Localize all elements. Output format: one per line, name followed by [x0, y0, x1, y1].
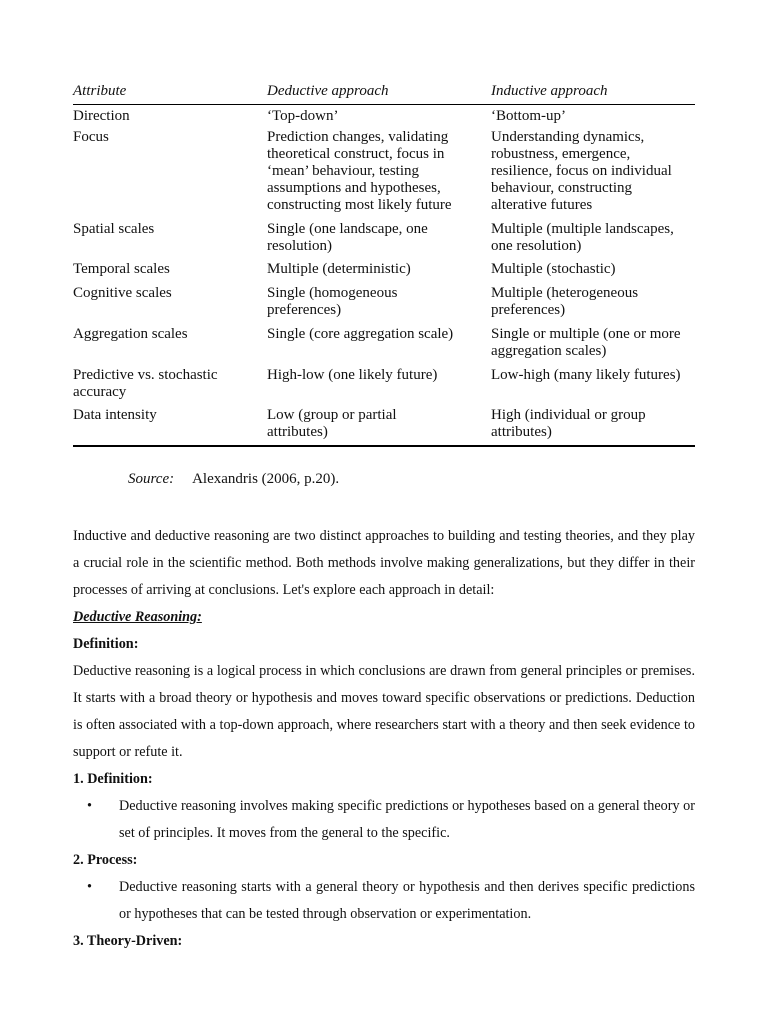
row-inductive: Multiple (heterogeneous preferences) — [491, 285, 639, 318]
row-attribute: Cognitive scales — [73, 285, 172, 301]
row-deductive: Multiple (deterministic) — [267, 261, 411, 277]
row-deductive: Prediction changes, validating theoretical construct, focus in ‘mean’ behaviour, testing assumptions and hypotheses, constructing most likely future — [267, 129, 452, 213]
row-deductive: Single (homogeneous preferences) — [267, 285, 398, 318]
row-inductive: ‘Bottom-up’ — [491, 108, 566, 124]
list-item — [73, 793, 695, 847]
row-attribute: Predictive vs. stochastic accuracy — [73, 367, 218, 400]
row-inductive: Multiple (stochastic) — [491, 261, 616, 277]
row-inductive: Multiple (multiple landscapes, one resolution) — [491, 221, 674, 254]
table-row — [73, 326, 695, 367]
table-source — [128, 470, 339, 488]
item-heading-process: 2. Process: — [73, 852, 138, 868]
table-row — [73, 367, 695, 407]
row-deductive: Single (one landscape, one resolution) — [267, 221, 428, 254]
row-attribute: Spatial scales — [73, 221, 155, 237]
row-inductive: Low-high (many likely futures) — [491, 367, 681, 383]
bullet-glyph: • — [87, 798, 92, 814]
bullet-text: Deductive reasoning starts with a general theory or hypothesis and then derives specific predictions or hypotheses that can be tested through observation or experimentation. — [119, 879, 695, 922]
row-deductive: High-low (one likely future) — [267, 367, 438, 383]
row-attribute: Temporal scales — [73, 261, 170, 277]
source-label: Source: — [128, 471, 175, 487]
item-heading-theory-driven: 3. Theory-Driven: — [73, 933, 183, 949]
definition-label: Definition: — [73, 636, 139, 652]
list-item — [73, 874, 695, 928]
definition-paragraph: Deductive reasoning is a logical process in which conclusions are drawn from general principles or premises. It starts with a broad theory or hypothesis and moves toward specific observations or predictions. Deduction is often associated with a top-down approach, where researchers start with a theory and then seek evidence to support or refute it. — [73, 663, 695, 760]
intro-paragraph: Inductive and deductive reasoning are two distinct approaches to building and testing theories, and they play a crucial role in the scientific method. Both methods involve making generalizations, but they differ in their processes of arriving at conclusions. Let's explore each approach in detail: — [73, 528, 695, 598]
row-attribute: Direction — [73, 108, 130, 124]
table-row — [73, 221, 695, 261]
table-row — [73, 407, 695, 447]
row-deductive: ‘Top-down’ — [267, 108, 339, 124]
header-inductive: Inductive approach — [491, 83, 608, 99]
row-inductive: Single or multiple (one or more aggregation scales) — [491, 326, 681, 359]
table-row — [73, 129, 695, 221]
row-attribute: Focus — [73, 129, 109, 145]
table-row — [73, 105, 695, 129]
comparison-table — [73, 80, 695, 447]
item-heading-definition: 1. Definition: — [73, 771, 153, 787]
table-row — [73, 261, 695, 285]
row-attribute: Aggregation scales — [73, 326, 188, 342]
header-deductive: Deductive approach — [267, 83, 389, 99]
table-header-row — [73, 80, 695, 105]
source-citation: Alexandris (2006, p.20). — [192, 471, 340, 487]
body-text — [73, 523, 695, 955]
row-attribute: Data intensity — [73, 407, 157, 423]
row-deductive: Single (core aggregation scale) — [267, 326, 454, 342]
table-row — [73, 285, 695, 326]
header-attribute: Attribute — [73, 83, 127, 99]
bullet-text: Deductive reasoning involves making specific predictions or hypotheses based on a general theory or set of principles. It moves from the general to the specific. — [119, 798, 695, 841]
row-deductive: Low (group or partial attributes) — [267, 407, 397, 440]
section-title: Deductive Reasoning: — [73, 609, 202, 625]
row-inductive: High (individual or group attributes) — [491, 407, 646, 440]
bullet-glyph: • — [87, 879, 92, 895]
row-inductive: Understanding dynamics, robustness, emergence, resilience, focus on individual behaviour, constructing alterative futures — [491, 129, 672, 213]
